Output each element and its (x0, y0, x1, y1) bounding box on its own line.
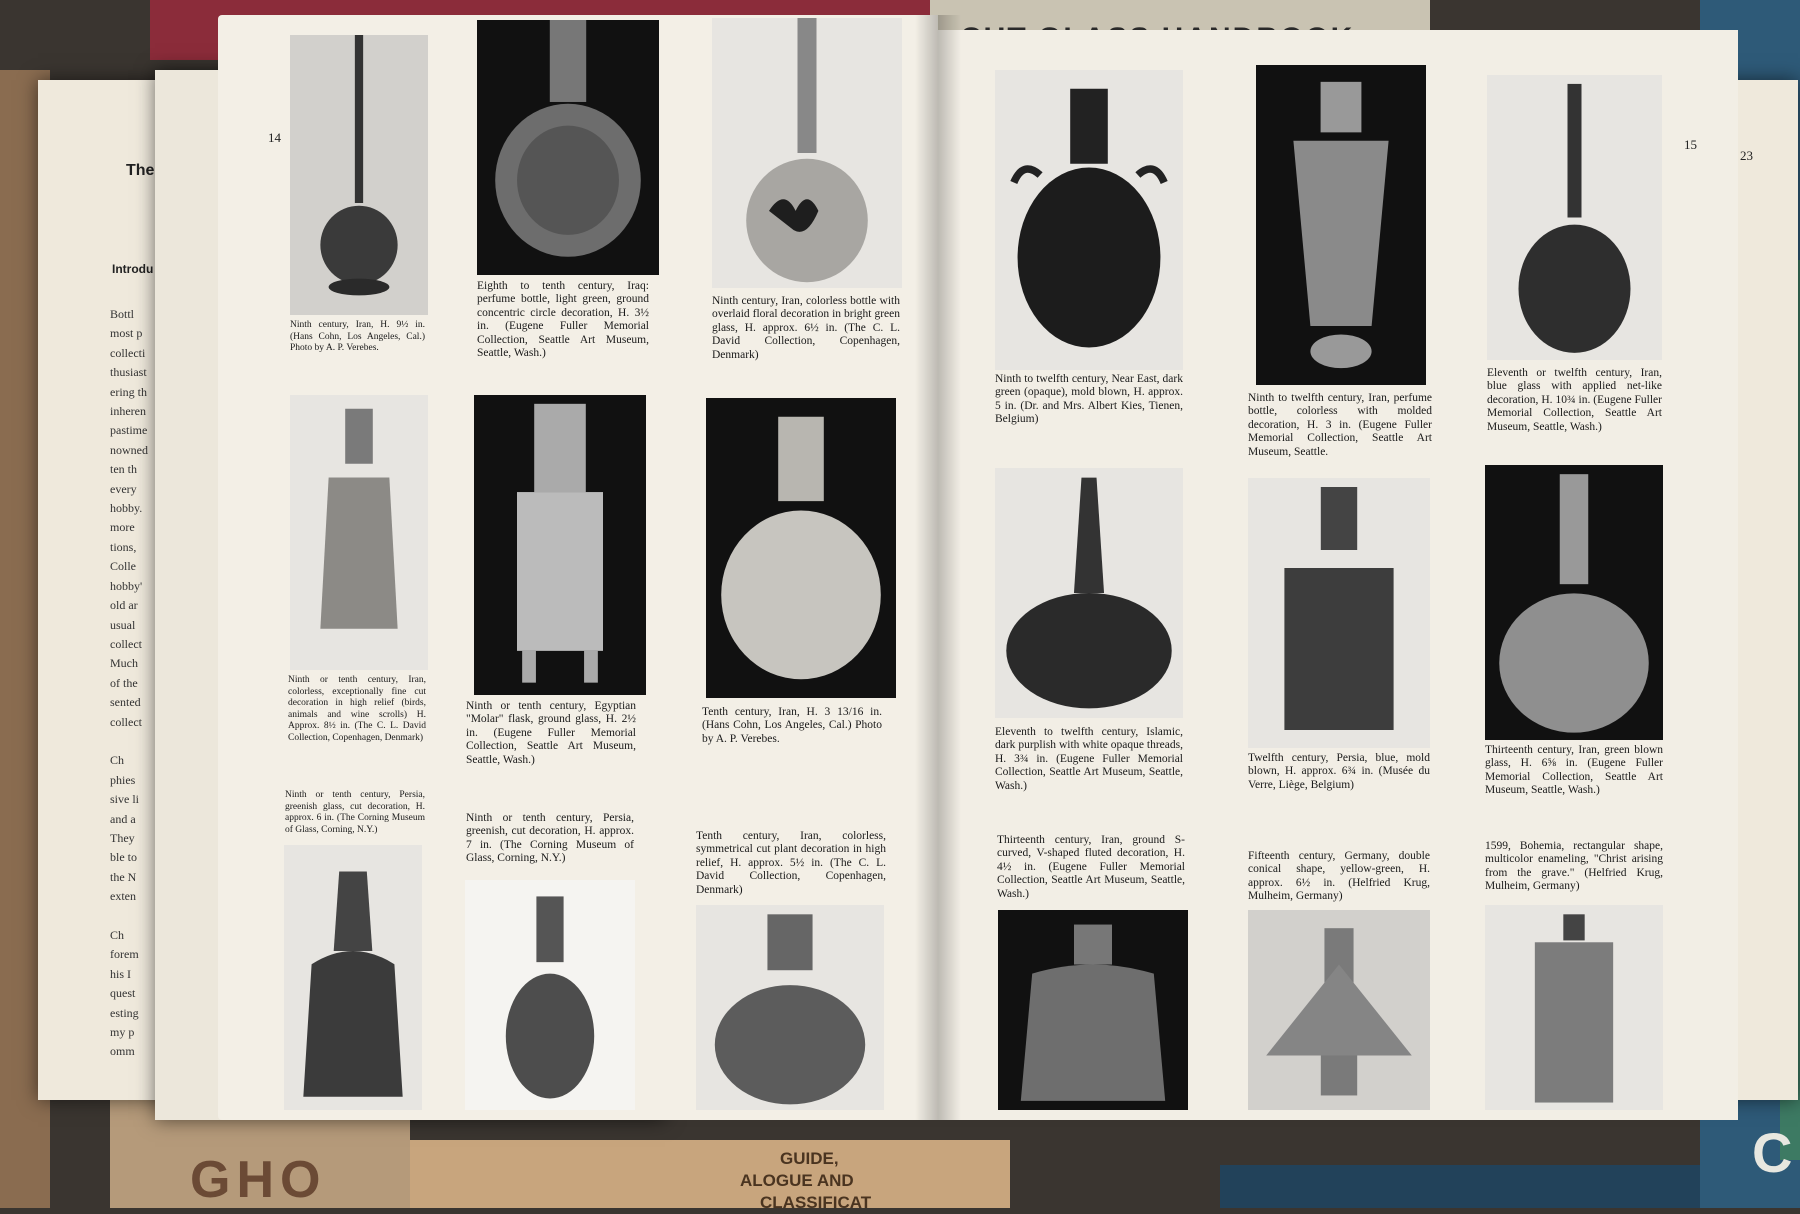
behind-text-line: Ch (110, 928, 125, 942)
caption-18: 1599, Bohemia, rectangular shape, multicolor enameling, "Christ arising from the grave." (Helfried Krug, Mulheim, Germany) (1485, 840, 1663, 893)
caption-2: Eighth to tenth century, Iraq: perfume bottle, light green, ground concentric circle decoration, H. 3½ in. (Eugene Fuller Memorial Collection, Seattle Art Museum, Seattle, Wash.) (477, 280, 649, 360)
caption-15: Thirteenth century, Iran, green blown glass, H. 6⅝ in. (Eugene Fuller Memorial Collection, Seattle Art Museum, Seattle, Wash.) (1485, 744, 1663, 797)
background-bottom-center-title: GUIDE, ALOGUE AND CLASSIFICAT (740, 1149, 872, 1212)
behind-text-line: forem (110, 947, 139, 962)
behind-text-line: collecti (110, 345, 146, 360)
behind-text-line: thusiast (110, 365, 147, 380)
behind-text-line (110, 907, 148, 926)
photo-bottle-14 (1248, 478, 1430, 748)
photo-bottle-1 (290, 35, 428, 315)
caption-17: Fifteenth century, Germany, double conical shape, yellow-green, H. approx. 6½ in. (Helfried Krug, Mulheim, Germany) (1248, 850, 1430, 903)
behind-text-line: the N (110, 869, 137, 884)
behind-text-line: hobby' (110, 578, 143, 593)
caption-6: Tenth century, Iran, H. 3 13/16 in. (Hans Cohn, Los Angeles, Cal.) Photo by A. P. Verebes. (702, 706, 882, 745)
behind-title-fragment: The (126, 162, 155, 179)
right-page-number: 15 (1684, 137, 1697, 152)
caption-7: Ninth or tenth century, Persia, greenish glass, cut decoration, H. approx. 6 in. (The Corning Museum of Glass, Corning, N.Y.) (285, 790, 425, 835)
caption-13: Eleventh to twelfth century, Islamic, dark purplish with white opaque threads, H. 3¾ in. (Eugene Fuller Memorial Collection, Seattle Art Museum, Seattle, Wash.) (995, 726, 1183, 792)
behind-page-number: 23 (1740, 148, 1753, 163)
behind-text-line: pastime (110, 423, 148, 438)
background-right-letter: C (1752, 1121, 1793, 1184)
behind-text-line: phies (110, 772, 136, 787)
caption-8: Ninth or tenth century, Persia, greenish, cut decoration, H. approx. 7 in. (The Corning Museum of Glass, Corning, N.Y.) (466, 812, 634, 865)
photo-bottle-2 (477, 20, 659, 275)
photo-bottle-9 (696, 905, 884, 1110)
caption-11: Ninth to twelfth century, Iran, perfume bottle, colorless with molded decoration, H. 3 in. (Eugene Fuller Memorial Collection, Seattle Art Museum, Seattle. (1248, 392, 1432, 458)
caption-5: Ninth or tenth century, Egyptian "Molar" flask, ground glass, H. 2½ in. (Eugene Fuller Memorial Collection, Seattle Art Museum, Seattle, Wash.) (466, 700, 636, 766)
behind-text-line (110, 732, 148, 751)
caption-3: Ninth century, Iran, colorless bottle with overlaid floral decoration in bright green glass, H. approx. 6½ in. (The C. L. David Collection, Copenhagen, Denmark) (712, 295, 900, 361)
behind-text-line: Colle (110, 559, 136, 574)
behind-text-line: hobby. (110, 501, 143, 516)
photo-bottle-17 (1248, 910, 1430, 1110)
behind-text-line: Bottl (110, 307, 135, 321)
behind-text-line: his I (110, 966, 131, 981)
photo-bottle-18 (1485, 905, 1663, 1110)
behind-text-line: ering th (110, 384, 147, 399)
behind-heading-fragment: Introdu (112, 262, 154, 276)
photo-bottle-7 (284, 845, 422, 1110)
behind-text-line: and a (110, 811, 136, 826)
photo-bottle-4 (290, 395, 428, 670)
background-book-bottom-center (410, 1140, 1010, 1208)
behind-text-line: old ar (110, 598, 138, 613)
behind-text-line: nowned (110, 442, 148, 457)
behind-text-line: most p (110, 326, 143, 341)
behind-text-line: esting (110, 1005, 139, 1020)
behind-text-line: sented (110, 695, 141, 710)
caption-4: Ninth or tenth century, Iran, colorless, exceptionally fine cut decoration in high relief (birds, animals and wine scrolls) H. Approx. 8½ in. (The C. L. David Collection, Copenhagen, Denmark) (288, 675, 426, 743)
photo-bottle-3 (712, 18, 902, 288)
behind-text-column (110, 305, 148, 1062)
behind-text-line: omm (110, 1044, 135, 1059)
behind-text-line: They (110, 830, 135, 845)
behind-text-line: every (110, 481, 137, 496)
background-bottom-left-title: GHO (190, 1151, 327, 1209)
photo-bottle-13 (995, 468, 1183, 718)
gutter-shadow (915, 15, 961, 1120)
behind-text-line: of the (110, 675, 138, 690)
photo-bottle-8 (465, 880, 635, 1110)
behind-text-line: tions, (110, 539, 137, 554)
behind-text-line: Much (110, 656, 138, 671)
photo-bottle-16 (998, 910, 1188, 1110)
photo-bottle-15 (1485, 465, 1663, 740)
left-page-number: 14 (268, 130, 281, 145)
caption-9: Tenth century, Iran, colorless, symmetrical cut plant decoration in high relief, H. approx. 5½ in. (The C. L. David Collection, Copenhagen, Denmark) (696, 830, 886, 896)
behind-text-line: collect (110, 636, 142, 651)
caption-12: Eleventh or twelfth century, Iran, blue glass with applied net-like decoration, H. 10¾ in. (Eugene Fuller Memorial Collection, Seattle Art Museum, Seattle, Wash.) (1487, 367, 1662, 433)
behind-text-line: quest (110, 986, 136, 1001)
behind-text-line: Ch (110, 753, 125, 768)
background-book-bottom-right (1220, 1165, 1700, 1208)
caption-16: Thirteenth century, Iran, ground S-curved, V-shaped fluted decoration, H. 4½ in. (Eugene Fuller Memorial Collection, Seattle Art Museum, Seattle, Wash.) (997, 834, 1185, 900)
behind-text-line: usual (110, 617, 136, 632)
caption-14: Twelfth century, Persia, blue, mold blown, H. approx. 6¾ in. (Musée du Verre, Liège, Belgium) (1248, 752, 1430, 791)
photo-bottle-10 (995, 70, 1183, 370)
behind-text-line: more (110, 520, 135, 535)
caption-1: Ninth century, Iran, H. 9½ in. (Hans Cohn, Los Angeles, Cal.) Photo by A. P. Verebes. (290, 320, 425, 353)
behind-text-line: collect (110, 714, 142, 729)
behind-text-line: exten (110, 889, 136, 904)
photo-bottle-11 (1256, 65, 1426, 385)
photo-bottle-5 (474, 395, 646, 695)
behind-text-line: ble to (110, 850, 137, 865)
photo-bottle-12 (1487, 75, 1662, 360)
photo-bottle-6 (706, 398, 896, 698)
behind-text-line: ten th (110, 462, 137, 477)
behind-text-line: sive li (110, 792, 139, 807)
caption-10: Ninth to twelfth century, Near East, dark green (opaque), mold blown, H. approx. 5 in. (Dr. and Mrs. Albert Kies, Tienen, Belgium) (995, 373, 1183, 426)
behind-text-line: inheren (110, 404, 146, 419)
behind-text-line: my p (110, 1025, 135, 1040)
